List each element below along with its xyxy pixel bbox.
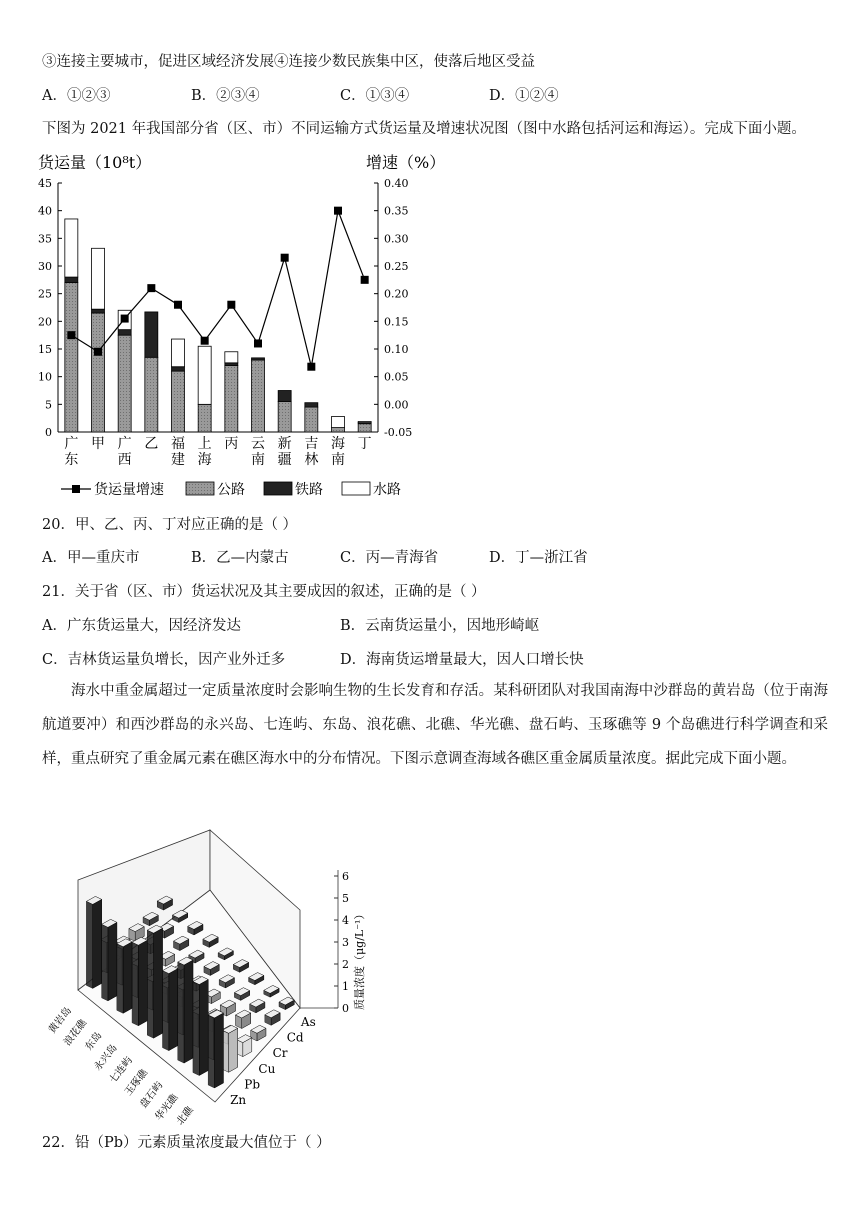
bar-road xyxy=(252,360,265,432)
element-label: Cr xyxy=(272,1046,288,1061)
y-tick-label: 0 xyxy=(45,426,52,439)
bar-road xyxy=(145,357,158,432)
growth-point xyxy=(147,284,155,292)
option-c[interactable]: C．①③④ xyxy=(340,88,410,104)
site-label: 华光礁 xyxy=(153,1092,181,1123)
option-d[interactable]: D．①②④ xyxy=(489,88,559,104)
bar3d xyxy=(208,1010,223,1088)
bar-rail xyxy=(118,330,131,336)
bar-road xyxy=(65,283,78,432)
option-a[interactable]: A．甲—重庆市 xyxy=(42,550,140,566)
bar-rail xyxy=(252,358,265,360)
option-c[interactable]: C．吉林货运量负增长，因产业外迁多 xyxy=(42,652,286,668)
bar3d xyxy=(193,977,208,1076)
category-label: 东 xyxy=(64,452,79,468)
y2-tick-label: 0.15 xyxy=(384,315,409,329)
option-b[interactable]: B．乙—内蒙古 xyxy=(191,550,289,566)
option-b[interactable]: B．云南货运量小，因地形崎岖 xyxy=(340,618,540,634)
site-label: 玉琢礁 xyxy=(122,1067,151,1098)
growth-point xyxy=(361,276,369,284)
y-tick-label: 45 xyxy=(38,177,52,190)
y2-tick-label: 0.35 xyxy=(384,204,409,218)
growth-point xyxy=(334,207,342,215)
legend-rail: 铁路 xyxy=(295,482,323,498)
bar-road xyxy=(118,335,131,432)
y-tick-label: 15 xyxy=(38,343,52,356)
y2-tick-label: 0.05 xyxy=(384,370,409,384)
category-label: 林 xyxy=(304,452,319,468)
growth-point xyxy=(201,337,209,345)
option-b[interactable]: B．②③④ xyxy=(191,88,260,104)
site-label: 北礁 xyxy=(174,1104,196,1128)
element-label: Pb xyxy=(244,1077,261,1092)
element-label: Cu xyxy=(258,1061,276,1076)
chart-legend xyxy=(61,481,401,498)
bar-rail xyxy=(145,312,158,357)
category-label: 西 xyxy=(117,452,132,468)
bar3d xyxy=(86,896,101,988)
bar-road xyxy=(198,404,211,432)
chart-axes xyxy=(58,183,378,432)
bar-water xyxy=(198,346,211,404)
site-label: 永兴岛 xyxy=(92,1042,120,1074)
site-label: 东岛 xyxy=(83,1030,105,1053)
category-label: 疆 xyxy=(277,452,292,468)
bar3d xyxy=(117,939,132,1014)
category-label: 丁 xyxy=(357,436,372,452)
element-label: Cd xyxy=(286,1030,304,1045)
y2-tick-label: 0.40 xyxy=(384,177,409,190)
category-label: 南 xyxy=(331,452,345,468)
z-tick-label: 5 xyxy=(342,892,349,905)
bar-rail xyxy=(225,363,238,366)
bar-road xyxy=(92,313,105,432)
freight-chart xyxy=(36,148,446,503)
y2-tick-label: 0.10 xyxy=(384,343,409,356)
category-label: 云 xyxy=(251,436,265,452)
legend-road: 公路 xyxy=(217,482,245,498)
growth-point xyxy=(174,301,182,309)
y-tick-label: 10 xyxy=(38,370,52,384)
bar-rail xyxy=(278,391,291,402)
y2-tick-label: 0.20 xyxy=(384,287,409,301)
growth-point xyxy=(254,339,262,347)
category-label: 建 xyxy=(171,452,185,468)
category-label: 新 xyxy=(277,436,292,452)
bar-water xyxy=(358,421,371,422)
option-d[interactable]: D．丁—浙江省 xyxy=(489,550,588,566)
category-label: 丙 xyxy=(224,436,239,452)
bar-water xyxy=(225,352,238,363)
bar-rail xyxy=(305,403,318,407)
bar-road xyxy=(332,428,345,432)
option-c[interactable]: C．丙—青海省 xyxy=(340,550,439,566)
z-tick-label: 3 xyxy=(342,936,349,949)
bar-water xyxy=(172,339,185,367)
category-label: 南 xyxy=(251,452,265,468)
question-22: 22．铅（Pb）元素质量浓度最大值位于（ ） xyxy=(42,1135,331,1151)
intro-22: 海水中重金属超过一定质量浓度时会影响生物的生长发育和存活。某科研团队对我国南海中沙群岛的黄岩岛（位于南海航道要冲）和西沙群岛的永兴岛、七连屿、东岛、浪花礁、北礁、华光礁、盘石屿、玉琢礁等 9 个岛礁进行科学调查和采样，重点研究了重金属元素在礁区海水中的分布情况。下图示意调查海域各礁区重金属质量浓度。据此完成下面小题。 xyxy=(42,683,828,767)
bar-rail xyxy=(92,309,105,313)
growth-point xyxy=(307,363,315,371)
y2-tick-label: 0.00 xyxy=(384,398,409,412)
bar-rail xyxy=(65,277,78,283)
y-axis-label: 货运量（10⁸t） xyxy=(38,153,152,172)
site-label: 黄岩岛 xyxy=(46,1005,74,1036)
question-19-choices-text: ③连接主要城市，促进区域经济发展④连接少数民族集中区，使落后地区受益 xyxy=(42,54,535,70)
bar3d xyxy=(178,957,193,1063)
y2-tick-label: 0.25 xyxy=(384,260,409,273)
z-tick-label: 0 xyxy=(342,1002,349,1015)
category-label: 福 xyxy=(171,436,185,452)
y-tick-label: 30 xyxy=(38,260,52,273)
z-tick-label: 2 xyxy=(342,958,349,971)
y2-axis-label: 增速（%） xyxy=(366,153,446,172)
growth-point xyxy=(94,348,102,356)
bar-water xyxy=(332,417,345,428)
question-20: 20．甲、乙、丙、丁对应正确的是（ ） xyxy=(42,517,298,533)
y-tick-label: 20 xyxy=(38,315,52,329)
option-d[interactable]: D．海南货运增量最大，因人口增长快 xyxy=(340,652,584,668)
intro-20-21: 下图为 2021 年我国部分省（区、市）不同运输方式货运量及增速状况图（图中水路包括河运和海运）。完成下面小题。 xyxy=(42,121,806,137)
bar3d xyxy=(163,966,178,1051)
bar3d xyxy=(102,919,117,1001)
question-21: 21．关于省（区、市）货运状况及其主要成因的叙述，正确的是（ ） xyxy=(42,584,486,600)
chart-bars xyxy=(65,219,371,432)
bar3d xyxy=(222,1025,237,1072)
bar-road xyxy=(225,366,238,432)
z-tick-label: 6 xyxy=(342,870,349,883)
chart-growth-line xyxy=(67,207,368,371)
category-label: 广 xyxy=(64,436,79,452)
legend-water: 水路 xyxy=(373,482,401,498)
site-label: 盘石屿 xyxy=(138,1079,166,1111)
category-label: 广 xyxy=(117,436,132,452)
category-label: 乙 xyxy=(144,436,159,452)
bar-road xyxy=(358,424,371,432)
category-label: 上 xyxy=(197,436,212,452)
category-label: 吉 xyxy=(304,436,319,452)
bar3d xyxy=(132,937,147,1025)
y-tick-label: 25 xyxy=(38,287,52,301)
growth-line xyxy=(71,211,364,367)
growth-point xyxy=(281,254,289,262)
element-label: Zn xyxy=(230,1093,247,1108)
site-label: 浪花礁 xyxy=(62,1017,90,1049)
growth-point xyxy=(227,301,235,309)
y2-tick-label: -0.05 xyxy=(384,426,413,439)
z-tick-label: 1 xyxy=(342,980,349,993)
bar3d xyxy=(147,925,162,1038)
heavy-metal-3d-chart xyxy=(40,820,380,1128)
y-tick-label: 5 xyxy=(45,398,52,412)
y2-tick-label: 0.30 xyxy=(384,232,409,246)
bar-water xyxy=(92,248,105,309)
bar-rail xyxy=(172,367,185,371)
category-label: 甲 xyxy=(91,436,105,452)
y-tick-label: 35 xyxy=(38,232,52,246)
bar-road xyxy=(172,371,185,432)
bar-road xyxy=(305,407,318,432)
legend-growth: 货运量增速 xyxy=(94,482,164,498)
bar-water xyxy=(65,219,78,277)
category-label: 海 xyxy=(331,436,345,452)
z-tick-label: 4 xyxy=(342,914,349,927)
bar-road xyxy=(278,402,291,432)
z-axis-label: 质量浓度（μg/L⁻¹） xyxy=(353,908,366,1010)
category-label: 海 xyxy=(197,452,212,468)
growth-point xyxy=(67,331,75,339)
option-a[interactable]: A．①②③ xyxy=(42,88,111,104)
element-label: As xyxy=(300,1014,316,1029)
growth-point xyxy=(121,315,129,323)
y-tick-label: 40 xyxy=(38,204,52,218)
option-a[interactable]: A．广东货运量大，因经济发达 xyxy=(42,618,241,634)
site-label: 七连屿 xyxy=(107,1055,135,1086)
